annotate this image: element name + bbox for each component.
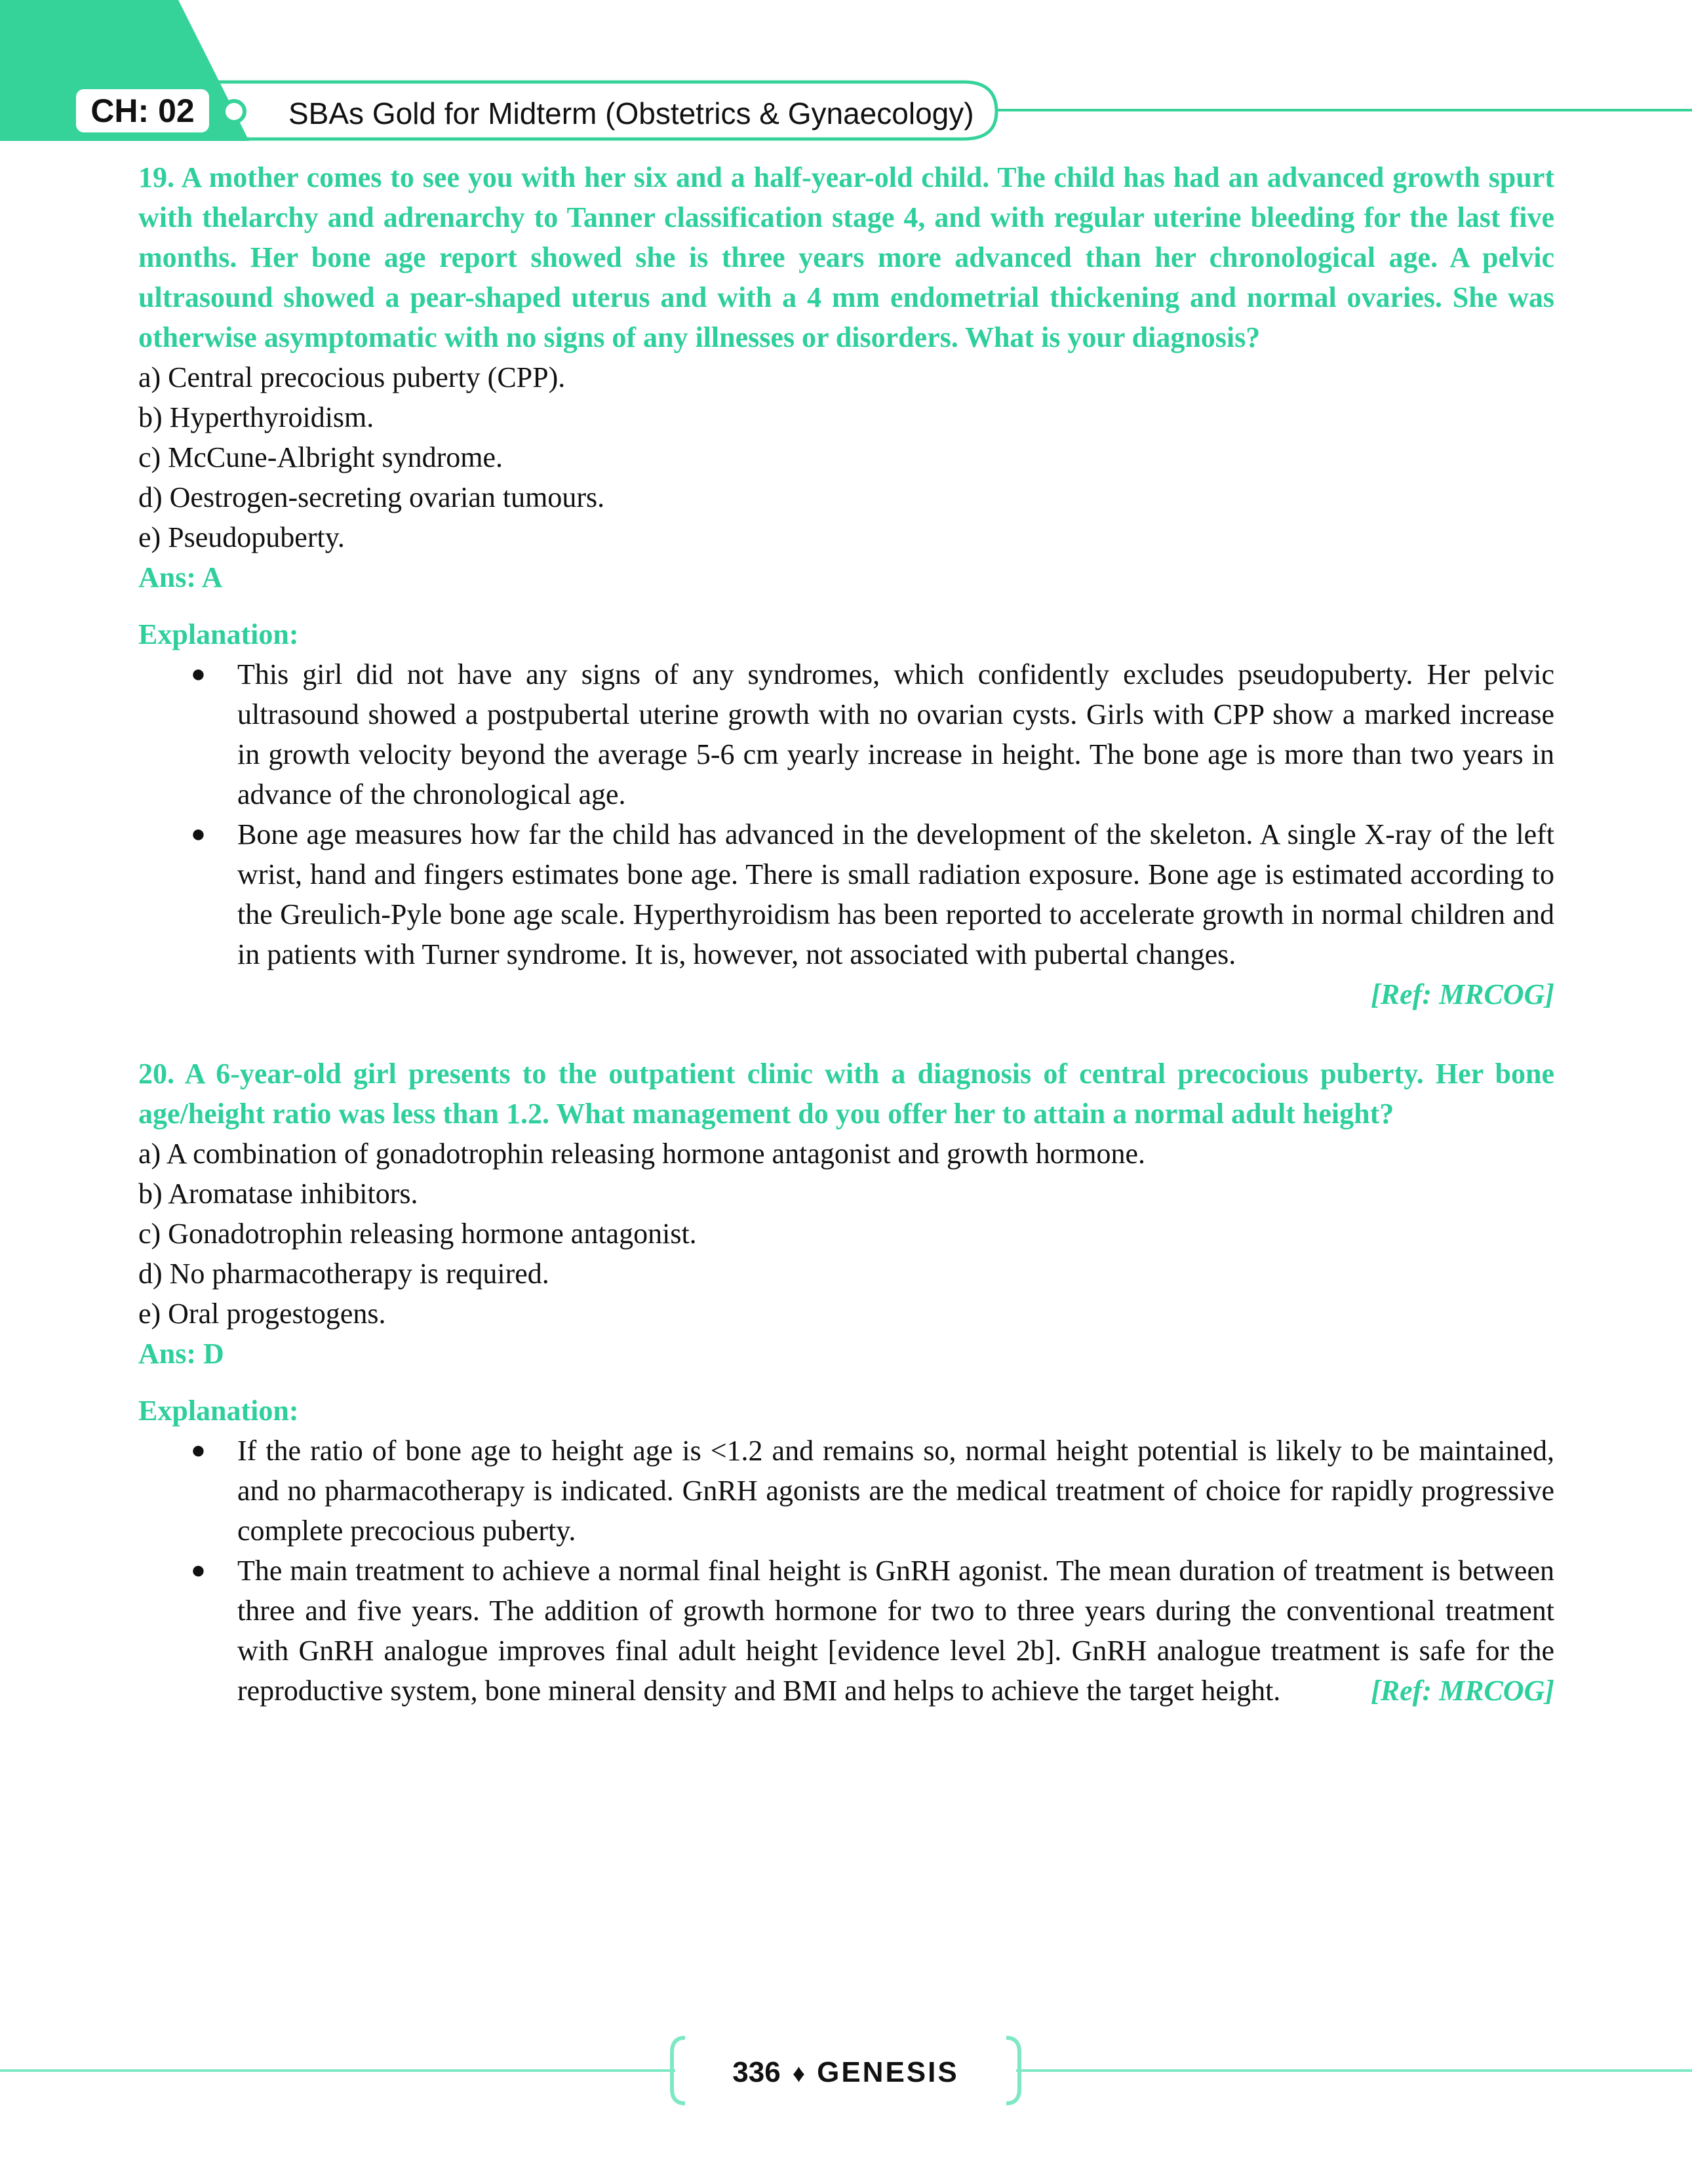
- explanation-item: [138, 1431, 1554, 1551]
- option-item: b) Aromatase inhibitors.: [138, 1178, 418, 1210]
- option-item: d) No pharmacotherapy is required.: [138, 1258, 549, 1290]
- explanation-list: [138, 654, 1554, 974]
- explanation-text: The main treatment to achieve a normal final height is GnRH agonist. The mean duration of treatment is between three and five years. The addition of growth hormone for two to three years during the conventional treatment with GnRH analogue improves final adult height [evidence level 2b]. GnRH analogue treatment is safe for the reproductive system, bone mineral density and BMI and helps to achieve the target height.: [237, 1555, 1554, 1707]
- bullet-icon: ●: [191, 1437, 206, 1464]
- circle-icon: [222, 99, 246, 124]
- page-footer: [695, 2051, 996, 2094]
- answer: Ans: D: [138, 1338, 224, 1370]
- bullet-icon: ●: [191, 820, 206, 848]
- explanation-heading: Explanation:: [138, 1395, 299, 1427]
- question-stem: 20. A 6-year-old girl presents to the outpatient clinic with a diagnosis of central precocious puberty. Her bone age/height ratio was less than 1.2. What management do you offer her to attain a normal adult height?: [138, 1058, 1554, 1130]
- option-item: a) A combination of gonadotrophin releasing hormone antagonist and growth hormone.: [138, 1138, 1146, 1170]
- explanation-heading: Explanation:: [138, 618, 299, 650]
- explanation-item: [138, 1551, 1554, 1711]
- option-item: c) Gonadotrophin releasing hormone antagonist.: [138, 1218, 697, 1250]
- page-number: 336: [732, 2056, 781, 2088]
- header-title: SBAs Gold for Midterm (Obstetrics & Gynaecology): [288, 96, 974, 130]
- explanation-text: If the ratio of bone age to height age is <1.2 and remains so, normal height potential is likely to be maintained, and no pharmacotherapy is indicated. GnRH agonists are the medical treatment of choice for rapidly progressive complete precocious puberty.: [237, 1435, 1554, 1547]
- bullet-icon: ●: [191, 1557, 206, 1584]
- explanation-list: [138, 1431, 1554, 1711]
- option-item: e) Pseudopuberty.: [138, 521, 345, 553]
- explanation-text: Bone age measures how far the child has advanced in the development of the skeleton. A single X-ray of the left wrist, hand and fingers estimates bone age. There is small radiation exposure. Bone age is estimated according to the Greulich-Pyle bone age scale. Hyperthyroidism has been reported to accelerate growth in normal children and in patients with Turner syndrome. It is, however, not associated with pubertal changes.: [237, 818, 1554, 970]
- brand-name: GENESIS: [817, 2056, 959, 2088]
- diamond-icon: ♦: [792, 2060, 806, 2088]
- chapter-label: CH: 02: [76, 89, 209, 132]
- option-item: d) Oestrogen-secreting ovarian tumours.: [138, 481, 605, 513]
- page-content: [138, 157, 1554, 1711]
- option-item: b) Hyperthyroidism.: [138, 401, 374, 433]
- explanation-text: This girl did not have any signs of any syndromes, which confidently excludes pseudopuberty. Her pelvic ultrasound showed a postpubertal uterine growth with no ovarian cysts. Girls with CPP show a marked increase in growth velocity beyond the average 5-6 cm yearly increase in height. The bone age is more than two years in advance of the chronological age.: [237, 658, 1554, 810]
- answer: Ans: A: [138, 561, 223, 593]
- options-list: [138, 1134, 1554, 1334]
- option-item: a) Central precocious puberty (CPP).: [138, 361, 566, 393]
- explanation-item: [138, 654, 1554, 814]
- reference: [Ref: MRCOG]: [1371, 1675, 1554, 1707]
- question-stem: 19. A mother comes to see you with her six and a half-year-old child. The child has had an advanced growth spurt with thelarchy and adrenarchy to Tanner classification stage 4, and with regular uterine bleeding for the last five months. Her bone age report showed she is three years more advanced than her chronological age. A pelvic ultrasound showed a pear-shaped uterus and with a 4 mm endometrial thickening and normal ovaries. She was otherwise asymptomatic with no signs of any illnesses or disorders. What is your diagnosis?: [138, 161, 1554, 353]
- option-item: c) McCune-Albright syndrome.: [138, 441, 503, 473]
- option-item: e) Oral progestogens.: [138, 1298, 386, 1330]
- explanation-item: [138, 814, 1554, 974]
- options-list: [138, 357, 1554, 557]
- bullet-icon: ●: [191, 660, 206, 688]
- reference: [Ref: MRCOG]: [1371, 978, 1554, 1010]
